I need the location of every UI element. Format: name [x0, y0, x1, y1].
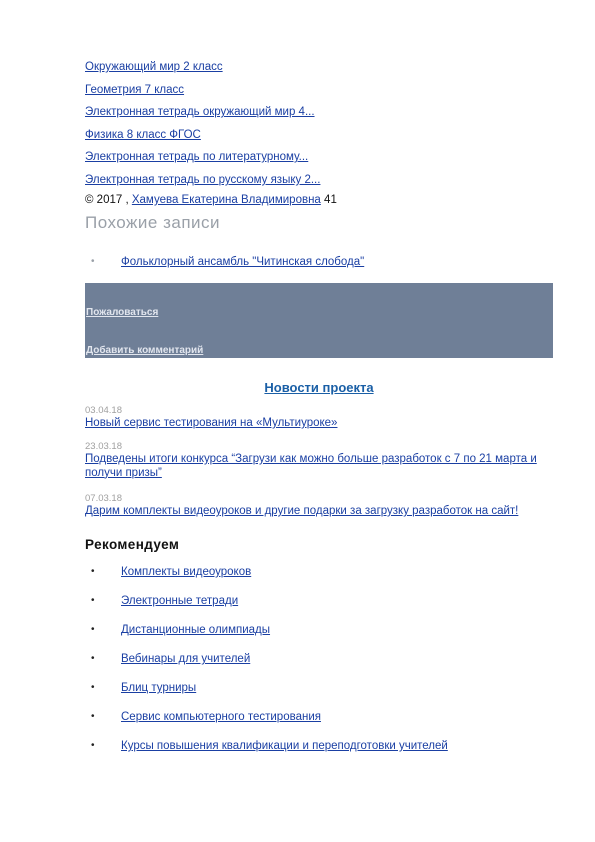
news-link[interactable]: Дарим комплекты видеоуроков и другие подарки за загрузку разработок на сайт!	[85, 505, 519, 517]
recommend-link[interactable]: Дистанционные олимпиады	[121, 624, 271, 636]
bullet-icon: •	[91, 256, 95, 267]
list-item	[85, 651, 448, 680]
news-date: 07.03.18	[85, 493, 122, 504]
related-link[interactable]: Физика 8 класс ФГОС	[85, 128, 201, 141]
copyright-prefix: © 2017 ,	[85, 194, 129, 206]
bullet-icon: •	[91, 624, 95, 635]
related-links	[85, 56, 555, 192]
news-heading	[85, 380, 553, 395]
action-bar	[85, 283, 553, 358]
bullet-icon: •	[91, 566, 95, 577]
related-link[interactable]: Окружающий мир 2 класс	[85, 61, 223, 73]
recommend-link[interactable]: Блиц турниры	[121, 682, 197, 694]
recommend-link[interactable]: Вебинары для учителей	[121, 653, 251, 665]
related-link[interactable]: Электронная тетрадь по литературному...	[85, 151, 309, 164]
news-date: 23.03.18	[85, 441, 122, 452]
copyright-line	[85, 193, 337, 207]
news-date: 03.04.18	[85, 405, 122, 416]
news-item	[85, 405, 555, 431]
add-comment-link[interactable]: Добавить комментарий	[86, 345, 204, 356]
bullet-icon: •	[91, 711, 95, 722]
recommend-heading: Рекомендуем	[85, 537, 180, 552]
recommend-link[interactable]: Комплекты видеоуроков	[121, 566, 252, 578]
list-item	[85, 680, 448, 709]
similar-posts-list	[85, 254, 364, 270]
recommend-link[interactable]: Курсы повышения квалификации и переподготовки учителей	[121, 740, 448, 752]
recommend-list	[85, 564, 448, 767]
similar-post-link[interactable]: Фольклорный ансамбль "Читинская слобода"	[121, 256, 365, 268]
list-item	[85, 564, 448, 593]
related-link[interactable]: Электронная тетрадь по русскому языку 2...	[85, 173, 321, 186]
similar-posts-heading: Похожие записи	[85, 213, 221, 232]
bullet-icon: •	[91, 682, 95, 693]
list-item	[85, 593, 448, 622]
news-item	[85, 493, 555, 519]
news-item	[85, 441, 555, 480]
report-link[interactable]: Пожаловаться	[86, 307, 159, 318]
list-item	[85, 254, 364, 270]
list-item	[85, 709, 448, 738]
list-item	[85, 738, 448, 767]
author-link[interactable]: Хамуева Екатерина Владимировна	[131, 194, 321, 206]
recommend-link[interactable]: Сервис компьютерного тестирования	[121, 711, 321, 723]
bullet-icon: •	[91, 595, 95, 606]
bullet-icon: •	[91, 740, 95, 751]
news-link[interactable]: Подведены итоги конкурса “Загрузи как можно больше разработок с 7 по 21 марта и получи призы”	[85, 453, 537, 479]
related-link[interactable]: Геометрия 7 класс	[85, 83, 185, 96]
related-link[interactable]: Электронная тетрадь окружающий мир 4...	[85, 106, 315, 119]
recommend-link[interactable]: Электронные тетради	[121, 595, 239, 607]
bullet-icon: •	[91, 653, 95, 664]
view-count: 41	[324, 194, 337, 206]
list-item	[85, 622, 448, 651]
news-heading-link[interactable]: Новости проекта	[264, 380, 374, 395]
news-link[interactable]: Новый сервис тестирования на «Мультиуроке»	[85, 417, 338, 429]
